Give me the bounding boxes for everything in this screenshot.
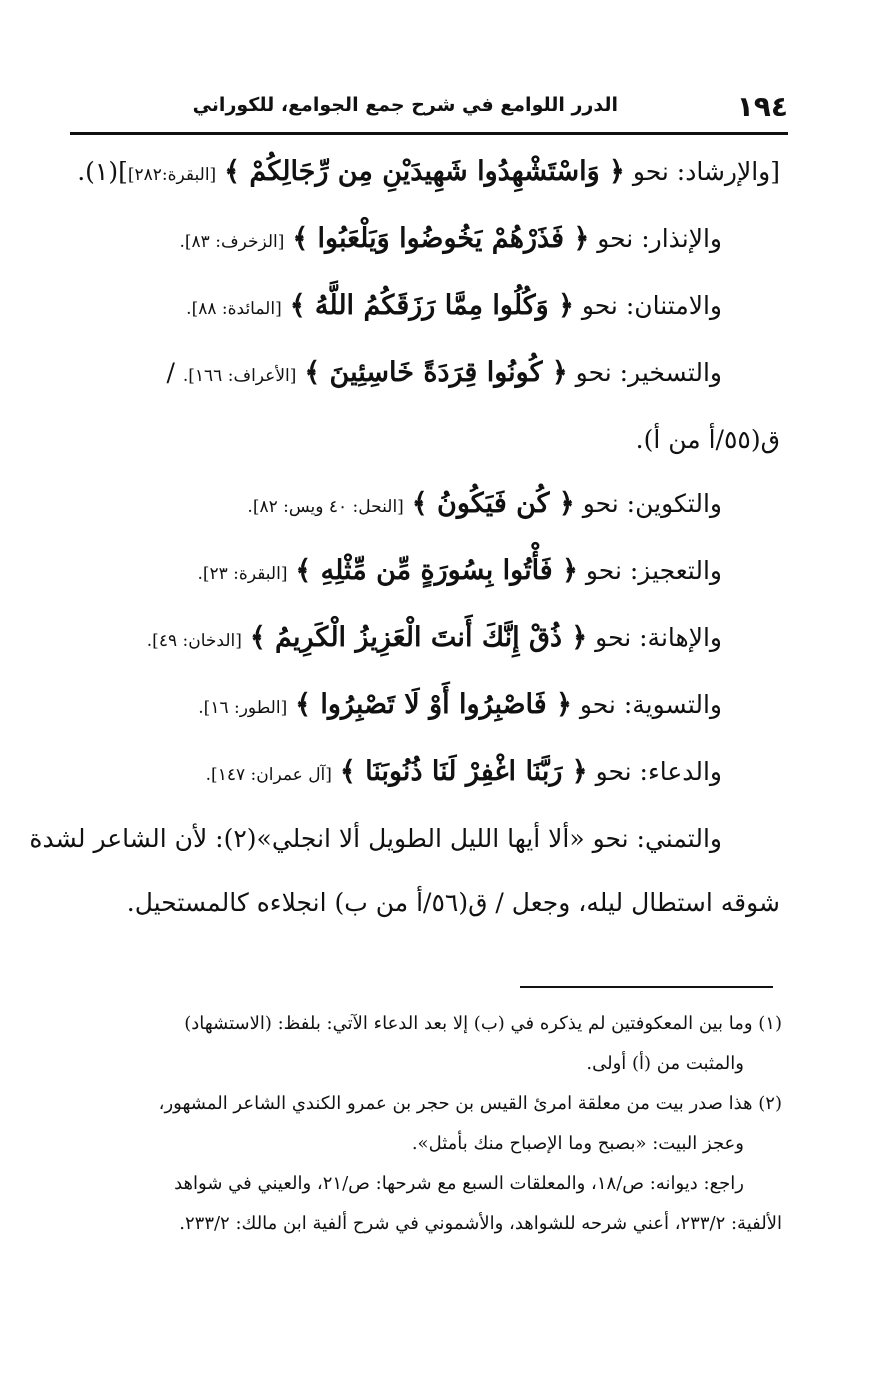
text-line-dua — [60, 740, 780, 807]
page-header — [70, 88, 788, 128]
quran-verse: ﴿ وَاسْتَشْهِدُوا شَهِيدَيْنِ مِن رِّجَالِكُمْ ﴾ — [224, 156, 625, 187]
verse-reference: [آل عمران: ١٤٧]. — [205, 765, 332, 785]
text-line-tamanni — [29, 807, 780, 871]
main-text — [29, 140, 780, 935]
text-line-taskhir — [60, 341, 780, 408]
line-tail: ](١). — [77, 157, 128, 186]
verse-reference: [الطور: ١٦]. — [198, 698, 288, 718]
line-lead: والتسوية: نحو — [579, 690, 722, 719]
text-line-ihana — [60, 606, 780, 673]
footnote-1: (١) وما بين المعكوفتين لم يذكره في (ب) إلا بعد الدعاء الآتي: بلفظ: (الاستشهاد) — [184, 1013, 782, 1034]
verse-reference: [المائدة: ٨٨]. — [186, 299, 282, 319]
text-line-final — [60, 871, 780, 935]
footnote-2: (٢) هذا صدر بيت من معلقة امرئ القيس بن حجر بن عمرو الكندي الشاعر المشهور، — [158, 1093, 782, 1114]
footnote-separator — [520, 986, 773, 988]
footnotes — [66, 1004, 782, 1244]
quran-verse: ﴿ كُن فَيَكُونُ ﴾ — [411, 488, 575, 519]
line-lead: والتسخير: نحو — [575, 358, 722, 387]
quran-verse: ﴿ فَاصْبِرُوا أَوْ لَا تَصْبِرُوا ﴾ — [295, 689, 572, 720]
text-line-irshad — [60, 140, 780, 207]
quran-verse: ﴿ كُونُوا قِرَدَةً خَاسِئِينَ ﴾ — [304, 357, 568, 388]
footnote-1-continued: والمثبت من (أ) أولى. — [586, 1053, 744, 1074]
page-number: ١٩٤ — [736, 90, 788, 123]
quran-verse: ﴿ رَبَّنَا اغْفِرْ لَنَا ذُنُوبَنَا ﴾ — [339, 756, 588, 787]
quran-verse: ﴿ ذُقْ إِنَّكَ أَنتَ الْعَزِيزُ الْكَرِيمُ ﴾ — [249, 622, 588, 653]
verse-reference: [الأعراف: ١٦٦]. — [182, 366, 297, 386]
paragraph-text: والتمني: نحو «ألا أيها الليل الطويل ألا انجلي»(٢): لأن الشاعر لشدة — [29, 824, 722, 853]
text-line-indhar — [60, 207, 780, 274]
line-tail: / — [166, 358, 183, 387]
running-title: الدرر اللوامع في شرح جمع الجوامع، للكوراني — [192, 94, 618, 116]
verse-reference: [الدخان: ٤٩]. — [146, 631, 242, 651]
footnote-2-references: راجع: ديوانه: ص/١٨، والمعلقات السبع مع شرحها: ص/٢١، والعيني في شواهد — [174, 1173, 744, 1194]
verse-reference: [البقرة:٢٨٢] — [127, 165, 217, 185]
verse-reference: [الزخرف: ٨٣]. — [179, 232, 285, 252]
text-line-takwin — [60, 472, 780, 539]
quran-verse: ﴿ فَأْتُوا بِسُورَةٍ مِّن مِّثْلِهِ ﴾ — [295, 555, 578, 586]
quran-verse: ﴿ وَكُلُوا مِمَّا رَزَقَكُمُ اللَّهُ ﴾ — [289, 290, 574, 321]
line-lead: [والإرشاد: نحو — [632, 157, 780, 186]
header-rule — [70, 132, 788, 135]
quran-verse: ﴿ فَذَرْهُمْ يَخُوضُوا وَيَلْعَبُوا ﴾ — [292, 223, 590, 254]
verse-reference: [البقرة: ٢٣]. — [197, 564, 288, 584]
line-lead: والإنذار: نحو — [597, 224, 722, 253]
footnote-2-continued: وعجز البيت: «بصبح وما الإصباح منك بأمثل». — [411, 1133, 744, 1154]
line-lead: والامتنان: نحو — [581, 291, 722, 320]
folio-marker: ق(٥٥/أ من أ). — [635, 425, 780, 454]
line-lead: والدعاء: نحو — [595, 757, 722, 786]
line-lead: والإهانة: نحو — [595, 623, 722, 652]
text-line-tajiz — [60, 539, 780, 606]
paragraph-text: شوقه استطال ليله، وجعل / ق(٥٦/أ من ب) انجلاءه كالمستحيل. — [126, 888, 780, 917]
line-lead: والتكوين: نحو — [582, 489, 722, 518]
text-line-folio-55 — [60, 408, 780, 472]
footnote-2-references-continued: الألفية: ٢٣٣/٢، أعني شرحه للشواهد، والأشموني في شرح ألفية ابن مالك: ٢٣٣/٢. — [179, 1213, 782, 1234]
text-line-taswiya — [60, 673, 780, 740]
text-line-imtinan — [60, 274, 780, 341]
verse-reference: [النحل: ٤٠ ويس: ٨٢]. — [247, 497, 404, 517]
line-lead: والتعجيز: نحو — [585, 556, 722, 585]
